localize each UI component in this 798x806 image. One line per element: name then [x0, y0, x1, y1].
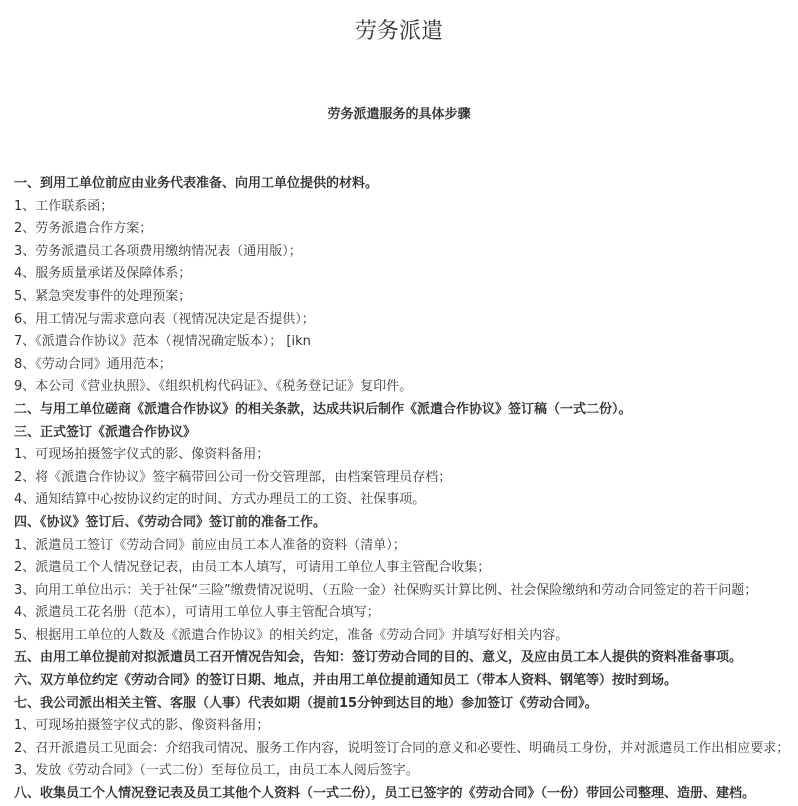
section-heading: 四、《协议》签订后、《劳动合同》签订前的准备工作。 [14, 514, 327, 530]
list-item: 9、本公司《营业执照》、《组织机构代码证》、《税务登记证》复印件。 [14, 379, 413, 395]
list-item: 8、《劳动合同》通用范本； [14, 356, 172, 372]
section-heading: 五、由用工单位提前对拟派遣员工召开情况告知会，告知：签订劳动合同的目的、意义，及应由员工本人提供的资料准备事项。 [14, 650, 743, 666]
list-item: 1、派遣员工签订《劳动合同》前应由员工本人准备的资料（清单）； [14, 537, 406, 553]
list-item: 3、劳务派遣员工各项费用缴纳情况表（通用版）； [14, 243, 302, 259]
list-item: 2、将《派遣合作协议》签字稿带回公司一份交管理部，由档案管理员存档； [14, 469, 452, 485]
list-item: 6、用工情况与需求意向表（视情况决定是否提供）； [14, 311, 315, 327]
article-subtitle: 劳务派遣服务的具体步骤 [327, 107, 471, 122]
section-heading: 三、正式签订《派遣合作协议》 [14, 424, 197, 440]
list-item: 7、《派遣合作协议》范本（视情况确定版本）； [ikn [14, 334, 311, 350]
section-heading: 六、双方单位约定《劳动合同》的签订日期、地点，并由用工单位提前通知员工（带本人资料、钢笔等）按时到场。 [14, 673, 678, 689]
list-item: 3、向用工单位出示：关于社保“三险”缴费情况说明、（五险一金）社保购买计算比例、社会保险缴纳和劳动合同签定的若干问题； [14, 582, 758, 598]
page-title: 劳务派遣 [354, 19, 443, 44]
section-heading: 一、到用工单位前应由业务代表准备、向用工单位提供的材料。 [14, 176, 379, 191]
list-item: 2、召开派遣员工见面会：介绍我司情况、服务工作内容，说明签订合同的意义和必要性、明确员工身份，并对派遣员工作出相应要求； [14, 740, 790, 756]
list-item: 4、通知结算中心按协议约定的时间、方式办理员工的工资、社保事项。 [14, 492, 426, 508]
list-item: 5、紧急突发事件的处理预案； [14, 288, 192, 304]
list-item: 4、派遣员工花名册（范本），可请用工单位人事主管配合填写； [14, 605, 380, 621]
section-heading: 二、与用工单位磋商《派遣合作协议》的相关条款，达成共识后制作《派遣合作协议》签订稿（一式二份）。 [14, 401, 632, 417]
list-item: 5、根据用工单位的人数及《派遣合作协议》的相关约定，准备《劳动合同》并填写好相关内容。 [14, 627, 569, 643]
list-item: 2、劳务派遣合作方案； [14, 221, 153, 237]
article-body [14, 173, 798, 806]
list-item: 1、可现场拍摄签字仪式的影、像资料备用； [14, 718, 270, 734]
list-item: 2、派遣员工个人情况登记表，由员工本人填写，可请用工单位人事主管配合收集； [14, 560, 491, 576]
section-heading: 七、我公司派出相关主管、客服（人事）代表如期（提前15分钟到达目的地）参加签订《劳动合同》。 [14, 695, 598, 711]
section-heading: 八、收集员工个人情况登记表及员工其他个人资料（一式二份），员工已签字的《劳动合同》（一份）带回公司整理、造册、建档。 [14, 786, 756, 802]
list-item: 1、工作联系函； [14, 198, 114, 214]
list-item: 4、服务质量承诺及保障体系； [14, 266, 192, 282]
list-item: 3、发放《劳动合同》（一式二份）至每位员工，由员工本人阅后签字。 [14, 763, 419, 779]
list-item: 1、可现场拍摄签字仪式的影、像资料备用； [14, 447, 270, 463]
